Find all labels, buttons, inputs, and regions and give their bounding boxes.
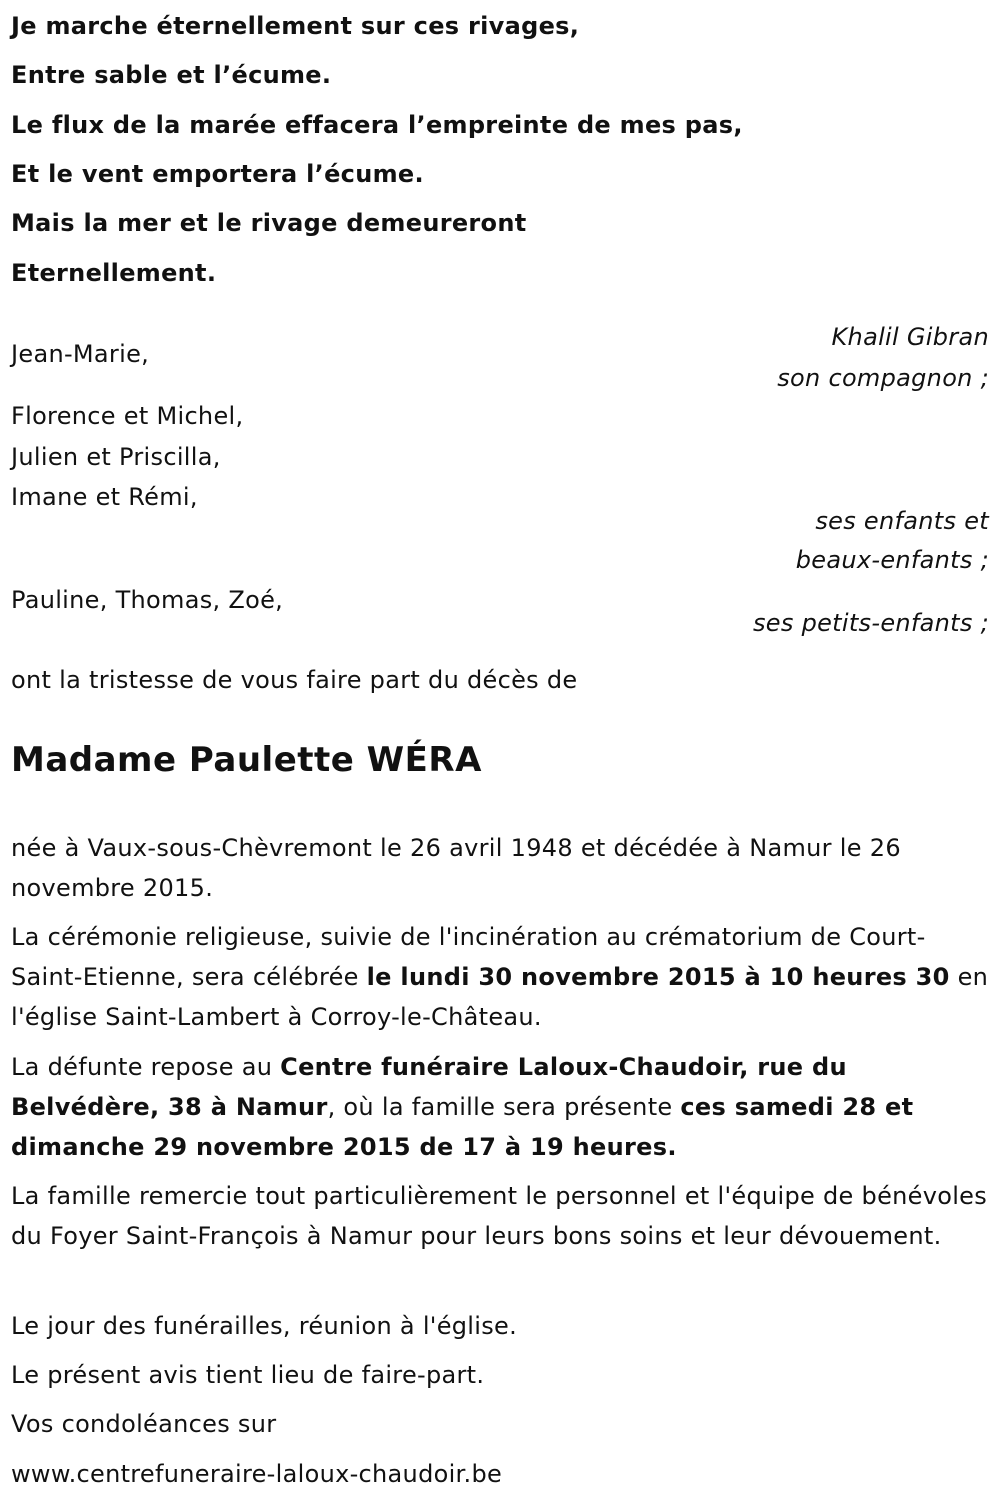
- repose-location: Centre funéraire Laloux-Chaudoir, rue du Belvédère, 38 à Namur: [11, 1053, 847, 1121]
- repose-text-1: La défunte repose au: [11, 1053, 281, 1081]
- children-role-line-2: beaux-enfants ;: [795, 546, 989, 574]
- grandchildren-names: Pauline, Thomas, Zoé,: [11, 586, 284, 614]
- poem-line-4: Et le vent emportera l’écume.: [11, 160, 424, 188]
- ceremony-paragraph: [11, 917, 989, 1037]
- thanks-paragraph: La famille remercie tout particulièrement le personnel et l'équipe de bénévoles du Foyer Saint-François à Namur pour leurs bons soins et leur dévouement.: [11, 1182, 988, 1250]
- poem-line-2: Entre sable et l’écume.: [11, 61, 332, 89]
- notice-paragraph: Le présent avis tient lieu de faire-part.: [11, 1361, 485, 1389]
- condolences-label: Vos condoléances sur: [11, 1410, 277, 1438]
- ceremony-text-1: La cérémonie religieuse, suivie de l'incinération au crématorium de Court-Saint-Etienne, sera célébrée: [11, 923, 926, 991]
- visiting-hours: ces samedi 28 et dimanche 29 novembre 2015 de 17 à 19 heures.: [11, 1093, 914, 1161]
- ceremony-text-2: en l'église Saint-Lambert à Corroy-le-Château.: [11, 963, 989, 1031]
- meeting-paragraph: Le jour des funérailles, réunion à l'église.: [11, 1312, 518, 1340]
- repose-text-2: , où la famille sera présente: [327, 1093, 681, 1121]
- repose-paragraph: [11, 1047, 989, 1167]
- announcement-text: ont la tristesse de vous faire part du décès de: [11, 666, 578, 694]
- deceased-name: Madame Paulette WÉRA: [11, 740, 482, 780]
- child-couple-2: Julien et Priscilla,: [11, 443, 221, 471]
- website-link[interactable]: www.centrefuneraire-laloux-chaudoir.be: [11, 1460, 503, 1488]
- partner-role: son compagnon ;: [777, 364, 989, 392]
- ceremony-date: le lundi 30 novembre 2015 à 10 heures 30: [366, 963, 950, 991]
- partner-name: Jean-Marie,: [11, 340, 150, 368]
- poem-author: Khalil Gibran: [831, 323, 989, 351]
- birth-death-paragraph: née à Vaux-sous-Chèvremont le 26 avril 1948 et décédée à Namur le 26 novembre 2015.: [11, 834, 901, 902]
- child-couple-1: Florence et Michel,: [11, 402, 244, 430]
- poem-line-5: Mais la mer et le rivage demeureront: [11, 209, 527, 237]
- poem-line-3: Le flux de la marée effacera l’empreinte de mes pas,: [11, 111, 743, 139]
- grandchildren-role: ses petits-enfants ;: [752, 609, 989, 637]
- poem-line-6: Eternellement.: [11, 259, 217, 287]
- children-role-line-1: ses enfants et: [815, 507, 989, 535]
- poem-line-1: Je marche éternellement sur ces rivages,: [11, 12, 580, 40]
- child-couple-3: Imane et Rémi,: [11, 483, 198, 511]
